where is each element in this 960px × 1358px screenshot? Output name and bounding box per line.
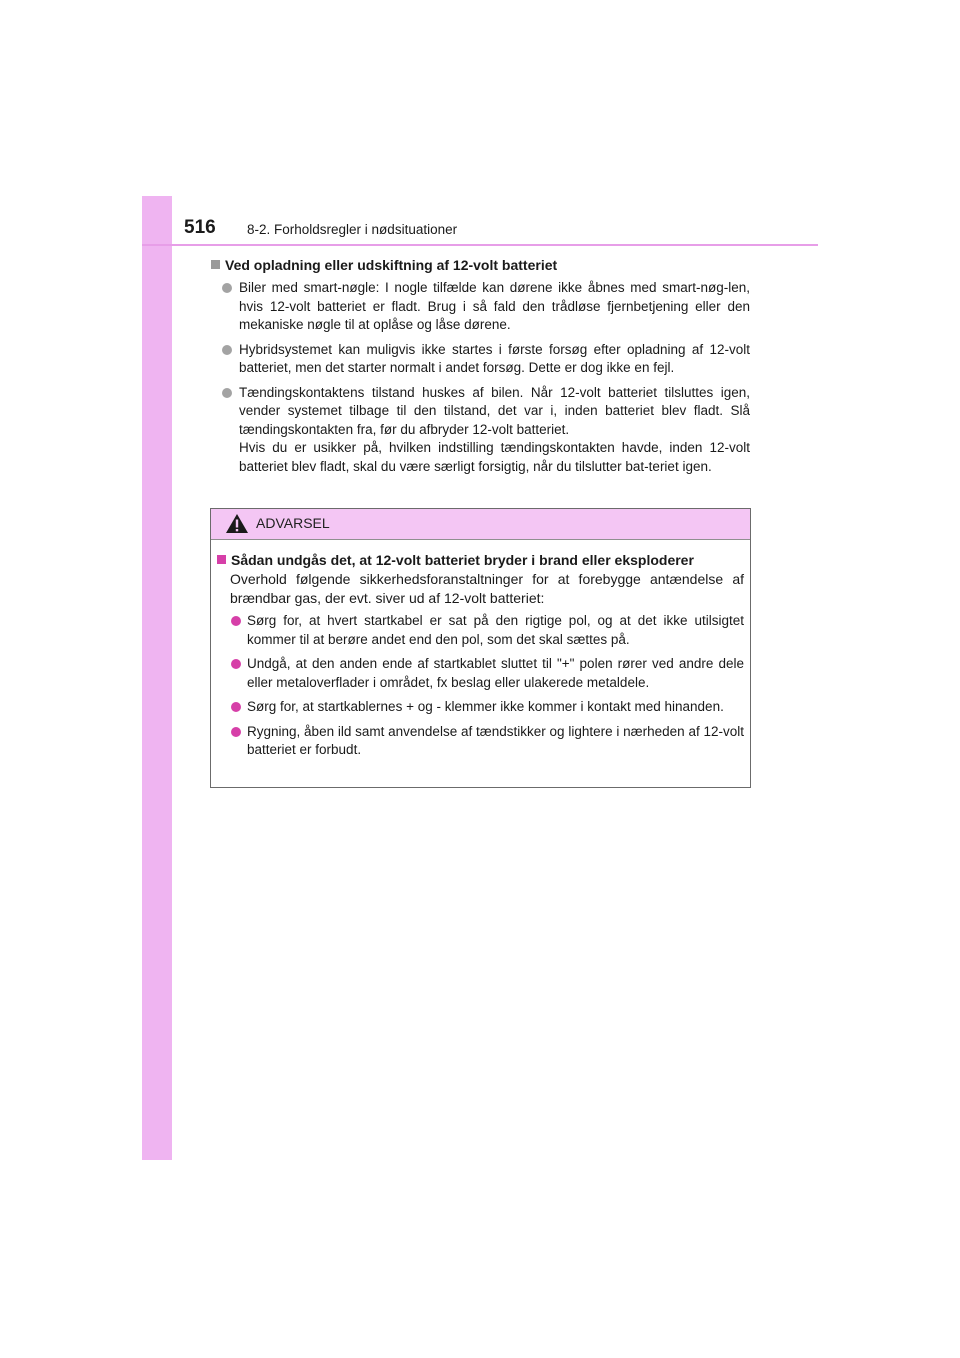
warning-intro: Overhold følgende sikkerhedsforanstaltninger for at forebygge antændelse af brændbar gas, der evt. siver ud af 12-volt batteriet: bbox=[230, 571, 744, 606]
main-content bbox=[210, 256, 750, 482]
list-item bbox=[217, 655, 744, 692]
topic-heading bbox=[210, 256, 750, 275]
round-bullet-icon bbox=[231, 702, 241, 712]
square-bullet-icon bbox=[217, 555, 226, 564]
warning-triangle-icon bbox=[225, 513, 249, 534]
list-item bbox=[222, 279, 750, 335]
list-item bbox=[222, 384, 750, 477]
list-item bbox=[217, 612, 744, 649]
round-bullet-icon bbox=[231, 616, 241, 626]
chapter-side-band bbox=[142, 196, 172, 1160]
warning-bullet-text: Sørg for, at startkablernes + og - klemmer ikke kommer i kontakt med hinanden. bbox=[247, 699, 724, 714]
section-title: 8-2. Forholdsregler i nødsituationer bbox=[247, 222, 458, 237]
warning-label: ADVARSEL bbox=[256, 515, 330, 531]
round-bullet-icon bbox=[231, 659, 241, 669]
round-bullet-icon bbox=[222, 388, 232, 398]
warning-topic-title: Sådan undgås det, at 12-volt batteriet bryder i brand eller eksploderer bbox=[231, 552, 694, 568]
list-item bbox=[217, 698, 744, 717]
bullet-text: Hybridsystemet kan muligvis ikke startes i første forsøg efter opladning af 12-volt batteriet, men det starter normalt i andet forsøg. Dette er dog ikke en fejl. bbox=[239, 341, 750, 375]
round-bullet-icon bbox=[231, 727, 241, 737]
page-number: 516 bbox=[184, 217, 216, 238]
bullet-text: Tændingskontaktens tilstand huskes af bilen. Når 12-volt batteriet tilsluttes igen, vender systemet tilbage til den tilstand, det var i, inden batteriet blev fladt. Slå tændingskontakten fra, før du afbryder 12-volt batteriet. bbox=[239, 384, 750, 437]
list-item bbox=[222, 341, 750, 378]
list-item bbox=[217, 723, 744, 760]
warning-bullet-text: Rygning, åben ild samt anvendelse af tændstikker og lightere i nærheden af 12-volt batteriet er forbudt. bbox=[247, 723, 744, 757]
round-bullet-icon bbox=[222, 345, 232, 355]
square-bullet-icon bbox=[211, 260, 220, 269]
warning-topic-heading bbox=[217, 551, 744, 569]
warning-bullet-text: Undgå, at den anden ende af startkablet sluttet til "+" polen rører ved andre dele eller metaloverflader i området, fx beslag eller ulakerede metaldele. bbox=[247, 656, 744, 690]
warning-header bbox=[211, 509, 750, 540]
bullet-text-continued: Hvis du er usikker på, hvilken indstilling tændingskontakten havde, inden 12-volt batteriet blev fladt, skal du være særligt forsigtig, når du tilslutter bat-teriet igen. bbox=[239, 440, 750, 474]
warning-bullet-text: Sørg for, at hvert startkabel er sat på den rigtige pol, og at det ikke utilsigtet kommer til at berøre andet end den pol, som det skal sættes på. bbox=[247, 613, 744, 647]
topic-title: Ved opladning eller udskiftning af 12-volt batteriet bbox=[225, 257, 558, 273]
warning-body bbox=[211, 540, 750, 760]
header-rule bbox=[142, 244, 818, 246]
round-bullet-icon bbox=[222, 283, 232, 293]
warning-box bbox=[210, 508, 751, 788]
bullet-text: Biler med smart-nøgle: I nogle tilfælde kan dørene ikke åbnes med smart-nøg-len, hvis 12-volt batteriet er fladt. Brug i så fald den trådløse fjernbetjening eller den mekaniske nøgle til at oplåse og låse dørene. bbox=[239, 280, 750, 332]
